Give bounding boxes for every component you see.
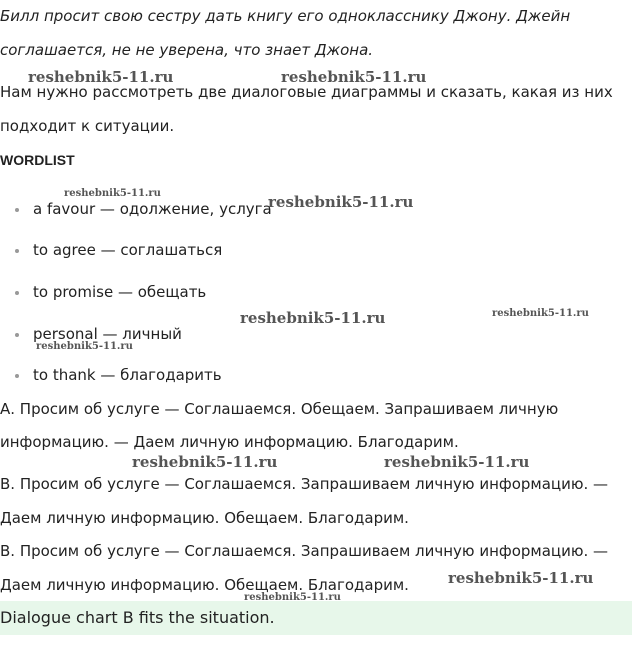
watermark: reshebnik5-11.ru (492, 308, 589, 319)
wordlist-item-text: personal — личный (33, 325, 182, 343)
watermark: reshebnik5-11.ru (36, 341, 133, 352)
watermark: reshebnik5-11.ru (281, 68, 427, 86)
watermark: reshebnik5-11.ru (28, 68, 174, 86)
wordlist-item-text: to agree — соглашаться (33, 241, 223, 259)
option-b2-line-1: В. Просим об услуге — Соглашаемся. Запрашиваем личную информацию. — (0, 542, 609, 560)
option-b2-line-2: Даем личную информацию. Обещаем. Благодарим. (0, 576, 409, 594)
option-b-line-2: Даем личную информацию. Обещаем. Благодарим. (0, 509, 409, 527)
intro-line-4: подходит к ситуации. (0, 117, 175, 135)
wordlist-item-text: to thank — благодарить (33, 366, 222, 384)
bullet-icon (15, 291, 19, 295)
wordlist-heading: WORDLIST (0, 152, 75, 168)
option-b-line-1: В. Просим об услуге — Соглашаемся. Запрашиваем личную информацию. — (0, 475, 609, 493)
watermark: reshebnik5-11.ru (132, 453, 278, 471)
watermark: reshebnik5-11.ru (240, 309, 386, 327)
bullet-icon (15, 208, 19, 212)
watermark: reshebnik5-11.ru (64, 188, 161, 199)
answer-text: Dialogue chart B fits the situation. (0, 608, 275, 627)
intro-line-3: Нам нужно рассмотреть две диалоговые диаграммы и сказать, какая из них (0, 83, 613, 101)
option-a-line-2: информацию. — Даем личную информацию. Благодарим. (0, 433, 459, 451)
option-a-line-1: А. Просим об услуге — Соглашаемся. Обещаем. Запрашиваем личную (0, 400, 559, 418)
wordlist-item-text: to promise — обещать (33, 283, 207, 301)
watermark: reshebnik5-11.ru (244, 592, 341, 603)
watermark: reshebnik5-11.ru (448, 569, 594, 587)
intro-line-2: соглашается, не не уверена, что знает Джона. (0, 41, 374, 59)
answer-box (0, 601, 632, 635)
watermark: reshebnik5-11.ru (384, 453, 530, 471)
bullet-icon (15, 333, 19, 337)
bullet-icon (15, 249, 19, 253)
watermark: reshebnik5-11.ru (268, 193, 414, 211)
bullet-icon (15, 374, 19, 378)
wordlist-item-text: a favour — одолжение, услуга (33, 200, 272, 218)
intro-line-1: Билл просит свою сестру дать книгу его однокласснику Джону. Джейн (0, 7, 571, 25)
